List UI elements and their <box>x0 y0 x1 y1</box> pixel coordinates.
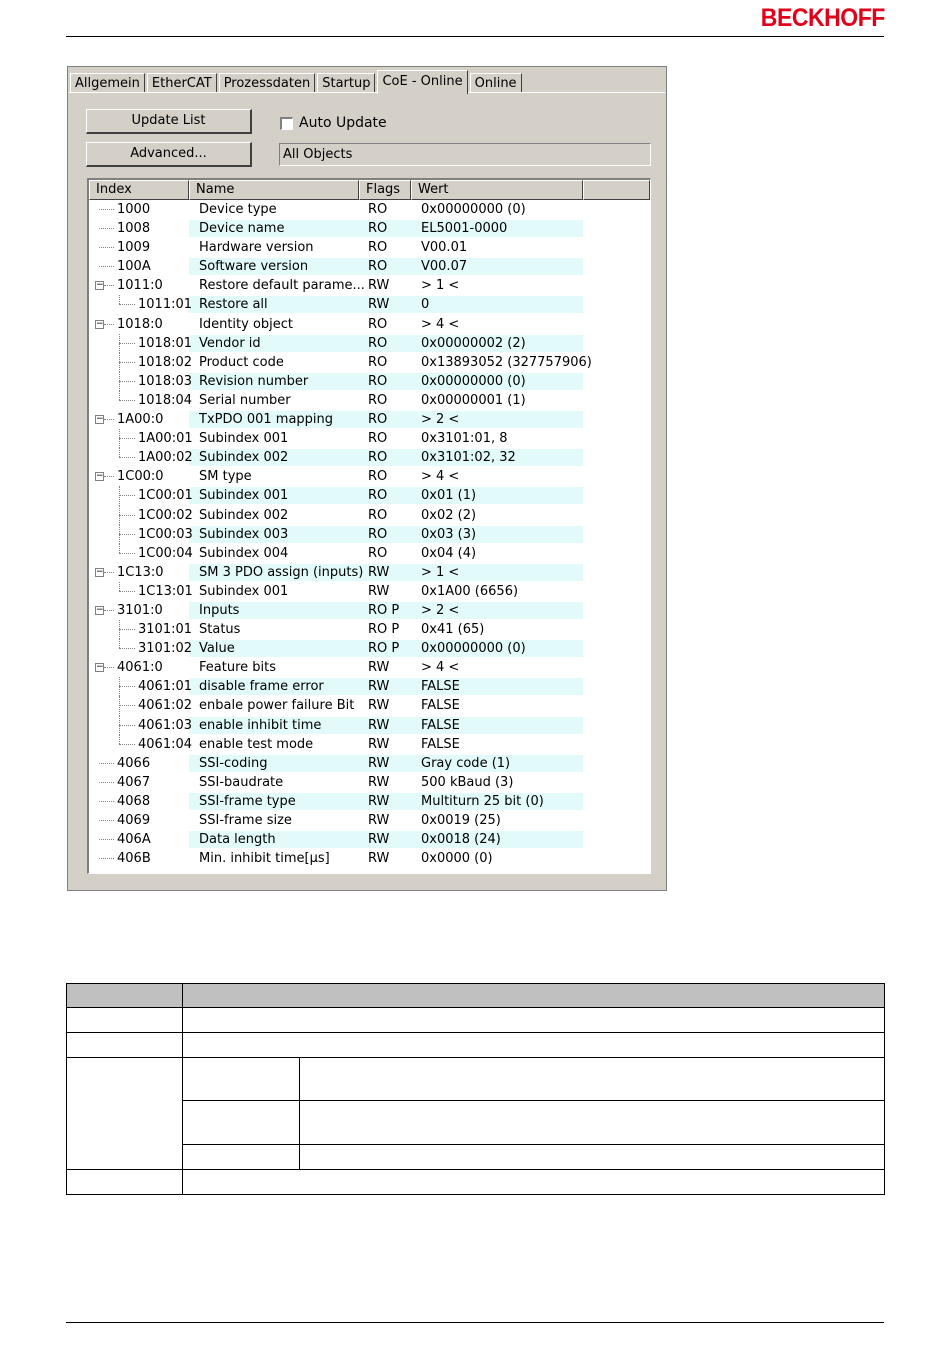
table-row[interactable] <box>89 410 650 429</box>
cell-index: 1018:03 <box>138 373 193 389</box>
table-row[interactable] <box>89 639 650 658</box>
cell-index: 1C13:01 <box>138 583 193 599</box>
cell-index: 4069 <box>117 813 151 828</box>
tree-connector <box>119 457 135 458</box>
cell-index: 1A00:0 <box>117 412 164 428</box>
cell-name: SSI-baudrate <box>199 774 284 790</box>
table-row[interactable] <box>89 849 650 868</box>
cell-flags: RO P <box>368 622 400 638</box>
cell-name: Serial number <box>199 392 291 408</box>
cell-wert: Multiturn 25 bit (0) <box>421 793 544 809</box>
tree-connector <box>119 553 135 554</box>
table-row[interactable] <box>89 582 650 601</box>
cell-wert: 0x04 (4) <box>421 545 477 561</box>
cell-index: 4061:0 <box>117 660 163 676</box>
column-header-wert[interactable]: Wert <box>411 180 583 200</box>
cell-name: Subindex 002 <box>199 507 289 523</box>
tree-connector <box>119 582 120 591</box>
cell-flags: RO <box>368 373 388 389</box>
footer-rule <box>66 1322 884 1323</box>
table-row[interactable] <box>89 448 650 467</box>
table-row[interactable] <box>89 716 650 735</box>
cell-wert: FALSE <box>421 717 460 733</box>
table-cell <box>66 1169 183 1195</box>
cell-name: Feature bits <box>199 660 276 676</box>
collapse-icon[interactable]: − <box>96 471 104 482</box>
list-header <box>89 180 650 200</box>
tree-connector <box>119 725 135 726</box>
cell-flags: RW <box>368 679 390 695</box>
table-row[interactable] <box>89 525 650 544</box>
column-header-index[interactable]: Index <box>89 180 189 200</box>
tree-connector <box>119 295 120 304</box>
tree-connector <box>119 381 135 382</box>
table-header-cell <box>182 983 885 1008</box>
brand-logo: BECKHOFF <box>760 4 885 32</box>
tab-prozessdaten[interactable]: Prozessdaten <box>219 73 316 93</box>
tree-connector <box>104 476 114 477</box>
cell-index: 100A <box>117 259 151 275</box>
tab-ethercat[interactable]: EtherCAT <box>147 73 217 93</box>
cell-name: SSI-frame size <box>199 813 292 828</box>
tree-connector <box>99 247 114 248</box>
tree-connector <box>99 820 114 821</box>
table-row[interactable] <box>89 677 650 696</box>
table-cell <box>299 1100 885 1145</box>
tree-connector <box>119 362 135 363</box>
cell-wert: 0x41 (65) <box>421 622 485 638</box>
table-cell <box>182 1057 300 1101</box>
cell-wert: > 1 < <box>421 564 460 580</box>
cell-name: Software version <box>199 259 309 275</box>
tree-connector <box>119 629 135 630</box>
column-header-name[interactable]: Name <box>189 180 359 200</box>
tree-connector <box>104 572 114 573</box>
cell-wert: V00.07 <box>421 259 468 275</box>
tree-connector <box>99 763 114 764</box>
cell-name: Identity object <box>199 316 294 332</box>
table-row[interactable] <box>89 219 650 238</box>
tree-connector <box>99 839 114 840</box>
header-rule <box>66 36 884 37</box>
cell-name: Subindex 001 <box>199 583 289 599</box>
cell-wert: Gray code (1) <box>421 755 511 771</box>
cell-index: 3101:02 <box>138 641 193 657</box>
table-row[interactable] <box>89 200 650 219</box>
table-row[interactable] <box>89 372 650 391</box>
cell-wert: FALSE <box>421 679 460 695</box>
tree-connector <box>104 324 114 325</box>
cell-index: 1018:01 <box>138 335 193 351</box>
tree-connector <box>119 591 135 592</box>
tree-connector <box>119 686 135 687</box>
cell-index: 3101:01 <box>138 622 193 638</box>
cell-wert: 0x03 (3) <box>421 526 477 542</box>
tree-connector <box>104 667 114 668</box>
cell-index: 1018:0 <box>117 316 163 332</box>
table-row[interactable] <box>89 811 650 830</box>
cell-index: 4061:04 <box>138 736 193 752</box>
tree-connector <box>119 744 135 745</box>
advanced-button[interactable]: Advanced... <box>86 142 252 167</box>
cell-flags: RW <box>368 755 390 771</box>
table-row[interactable] <box>89 334 650 353</box>
cell-wert: FALSE <box>421 698 460 714</box>
cell-wert: 0x3101:02, 32 <box>421 450 516 466</box>
tab-panel-edge <box>69 92 665 93</box>
table-row[interactable] <box>89 486 650 505</box>
cell-wert: > 1 < <box>421 278 460 294</box>
cell-index: 1018:02 <box>138 354 193 370</box>
table-row[interactable] <box>89 429 650 448</box>
cell-name: Restore default parame... <box>199 278 365 294</box>
cell-flags: RW <box>368 297 390 313</box>
tree-connector <box>119 448 120 457</box>
tab-online[interactable]: Online <box>470 73 522 93</box>
table-header-cell <box>66 983 183 1008</box>
cell-name: Subindex 001 <box>199 431 289 447</box>
table-row[interactable] <box>89 295 650 314</box>
table-row[interactable] <box>89 467 650 486</box>
cell-name: Product code <box>199 354 284 370</box>
cell-name: enbale power failure Bit <box>199 698 355 714</box>
tab-coe-online[interactable]: CoE - Online <box>377 70 467 94</box>
cell-wert: 500 kBaud (3) <box>421 774 514 790</box>
table-row[interactable] <box>89 391 650 410</box>
cell-flags: RO <box>368 450 388 466</box>
table-row[interactable] <box>89 696 650 715</box>
cell-wert: 0x0000 (0) <box>421 851 493 867</box>
cell-wert: 0x00000002 (2) <box>421 335 526 351</box>
tab-strip <box>70 69 524 93</box>
cell-flags: RO <box>368 202 388 217</box>
cell-name: SM type <box>199 469 252 485</box>
tree-connector <box>119 639 120 648</box>
cell-name: Vendor id <box>199 335 261 351</box>
cell-flags: RO <box>368 526 388 542</box>
table-row[interactable] <box>89 563 650 582</box>
tree-connector <box>119 304 135 305</box>
cell-name: Subindex 003 <box>199 526 289 542</box>
collapse-icon[interactable]: − <box>96 566 104 577</box>
cell-name: Value <box>199 641 235 657</box>
cell-name: TxPDO 001 mapping <box>199 412 334 428</box>
collapse-icon[interactable]: − <box>96 604 104 615</box>
cell-name: SSI-coding <box>199 755 268 771</box>
cell-name: Subindex 004 <box>199 545 289 561</box>
cell-flags: RO <box>368 545 388 561</box>
tree-connector <box>99 858 114 859</box>
auto-update-option[interactable] <box>280 115 387 131</box>
table-row[interactable] <box>89 601 650 620</box>
cell-name: SSI-frame type <box>199 793 296 809</box>
table-cell <box>182 1007 885 1033</box>
tree-connector <box>104 610 114 611</box>
cell-flags: RW <box>368 583 390 599</box>
cell-index: 4066 <box>117 755 151 771</box>
table-cell <box>299 1057 885 1101</box>
cell-name: Revision number <box>199 373 309 389</box>
table-row[interactable] <box>89 830 650 849</box>
cell-flags: RW <box>368 793 390 809</box>
cell-wert: V00.01 <box>421 240 468 256</box>
tree-connector <box>99 801 114 802</box>
table-row[interactable] <box>89 754 650 773</box>
cell-name: enable test mode <box>199 736 314 752</box>
update-list-button[interactable]: Update List <box>86 109 252 134</box>
cell-index: 1C00:02 <box>138 507 193 523</box>
tree-connector <box>119 544 120 553</box>
cell-wert: > 4 < <box>421 469 460 485</box>
object-list[interactable] <box>87 178 651 874</box>
tab-allgemein[interactable]: Allgemein <box>70 73 145 93</box>
auto-update-label: Auto Update <box>299 115 387 131</box>
cell-name: disable frame error <box>199 679 324 695</box>
cell-wert: 0x01 (1) <box>421 488 477 504</box>
cell-index: 1A00:02 <box>138 450 193 466</box>
cell-flags: RO P <box>368 602 400 618</box>
tree-connector <box>104 419 114 420</box>
object-filter-field[interactable]: All Objects <box>279 143 651 166</box>
tree-connector <box>119 515 135 516</box>
cell-flags: RO <box>368 240 388 256</box>
cell-index: 1C00:04 <box>138 545 193 561</box>
table-row[interactable] <box>89 238 650 257</box>
cell-wert: 0x00000001 (1) <box>421 392 526 408</box>
cell-wert: 0 <box>421 297 430 313</box>
cell-name: Min. inhibit time[µs] <box>199 851 330 867</box>
cell-name: Data length <box>199 832 276 848</box>
cell-index: 1009 <box>117 240 151 256</box>
table-row[interactable] <box>89 257 650 276</box>
cell-index: 1000 <box>117 202 151 217</box>
cell-flags: RW <box>368 717 390 733</box>
table-row[interactable] <box>89 773 650 792</box>
collapse-icon[interactable]: − <box>96 414 104 425</box>
cell-name: Restore all <box>199 297 268 313</box>
cell-flags: RO <box>368 316 388 332</box>
cell-index: 4061:02 <box>138 698 193 714</box>
tree-connector <box>119 648 135 649</box>
cell-wert: > 4 < <box>421 316 460 332</box>
cell-name: Device type <box>199 202 277 217</box>
coe-online-dialog <box>67 66 667 891</box>
cell-wert: 0x13893052 (327757906) <box>421 354 592 370</box>
cell-index: 1C00:0 <box>117 469 164 485</box>
cell-flags: RO <box>368 507 388 523</box>
tree-connector <box>119 343 135 344</box>
table-cell <box>182 1169 885 1195</box>
cell-name: Inputs <box>199 602 240 618</box>
tree-connector <box>119 438 135 439</box>
cell-flags: RO <box>368 431 388 447</box>
tree-connector <box>119 400 135 401</box>
cell-flags: RW <box>368 660 390 676</box>
list-body <box>89 200 650 868</box>
cell-wert: FALSE <box>421 736 460 752</box>
table-cell <box>66 1007 183 1033</box>
tab-startup[interactable]: Startup <box>317 73 375 93</box>
cell-index: 406A <box>117 832 151 848</box>
tree-connector <box>99 782 114 783</box>
cell-name: Subindex 002 <box>199 450 289 466</box>
cell-flags: RW <box>368 813 390 828</box>
cell-index: 4061:03 <box>138 717 193 733</box>
cell-wert: 0x00000000 (0) <box>421 202 526 217</box>
table-row[interactable] <box>89 544 650 563</box>
cell-name: Status <box>199 622 241 638</box>
cell-name: Hardware version <box>199 240 314 256</box>
cell-index: 1011:0 <box>117 278 163 294</box>
cell-flags: RW <box>368 278 390 294</box>
cell-wert: 0x1A00 (6656) <box>421 583 519 599</box>
cell-index: 1C13:0 <box>117 564 164 580</box>
collapse-icon[interactable]: − <box>96 662 104 673</box>
tree-connector <box>99 266 114 267</box>
tree-connector <box>119 391 120 400</box>
cell-flags: RW <box>368 564 390 580</box>
table-row[interactable] <box>89 735 650 754</box>
cell-wert: 0x0018 (24) <box>421 832 501 848</box>
cell-wert: EL5001-0000 <box>421 221 508 237</box>
table-row[interactable] <box>89 506 650 525</box>
cell-wert: > 2 < <box>421 412 460 428</box>
table-row[interactable] <box>89 315 650 334</box>
cell-flags: RO <box>368 354 388 370</box>
cell-index: 4068 <box>117 793 151 809</box>
cell-name: enable inhibit time <box>199 717 322 733</box>
cell-flags: RO <box>368 335 388 351</box>
cell-wert: 0x02 (2) <box>421 507 477 523</box>
column-header-empty <box>583 180 650 200</box>
cell-flags: RW <box>368 832 390 848</box>
cell-flags: RO <box>368 488 388 504</box>
cell-flags: RW <box>368 774 390 790</box>
table-row[interactable] <box>89 353 650 372</box>
collapse-icon[interactable]: − <box>96 318 104 329</box>
table-cell <box>182 1100 300 1145</box>
cell-wert: 0x00000000 (0) <box>421 373 526 389</box>
cell-index: 1A00:01 <box>138 431 193 447</box>
collapse-icon[interactable]: − <box>96 280 104 291</box>
cell-name: Device name <box>199 221 285 237</box>
cell-index: 406B <box>117 851 151 867</box>
table-cell <box>299 1144 885 1170</box>
cell-wert: 0x00000000 (0) <box>421 641 526 657</box>
tree-connector <box>119 735 120 744</box>
tree-connector <box>104 285 114 286</box>
auto-update-checkbox[interactable] <box>280 117 293 130</box>
cell-index: 1011:01 <box>138 297 193 313</box>
table-cell <box>66 1032 183 1058</box>
tree-connector <box>99 209 114 210</box>
cell-flags: RO P <box>368 641 400 657</box>
tree-connector <box>119 534 135 535</box>
column-header-flags[interactable]: Flags <box>359 180 411 200</box>
tree-connector <box>119 495 135 496</box>
table-cell <box>182 1144 300 1170</box>
cell-index: 1008 <box>117 221 151 237</box>
cell-index: 4061:01 <box>138 679 193 695</box>
cell-index: 1018:04 <box>138 392 193 408</box>
cell-index: 1C00:01 <box>138 488 193 504</box>
cell-flags: RW <box>368 851 390 867</box>
table-row[interactable] <box>89 276 650 295</box>
table-row[interactable] <box>89 792 650 811</box>
cell-flags: RW <box>368 736 390 752</box>
table-cell <box>66 1057 183 1170</box>
cell-flags: RO <box>368 469 388 485</box>
table-row[interactable] <box>89 658 650 677</box>
table-row[interactable] <box>89 620 650 639</box>
table-cell <box>182 1032 885 1058</box>
cell-flags: RO <box>368 259 388 275</box>
cell-flags: RO <box>368 412 388 428</box>
cell-index: 3101:0 <box>117 602 163 618</box>
cell-wert: 0x0019 (25) <box>421 813 501 828</box>
tree-connector <box>99 228 114 229</box>
cell-wert: > 4 < <box>421 660 460 676</box>
cell-wert: 0x3101:01, 8 <box>421 431 508 447</box>
cell-flags: RO <box>368 392 388 408</box>
tree-connector <box>119 705 135 706</box>
cell-name: Subindex 001 <box>199 488 289 504</box>
cell-index: 4067 <box>117 774 151 790</box>
cell-wert: > 2 < <box>421 602 460 618</box>
cell-name: SM 3 PDO assign (inputs) <box>199 564 364 580</box>
cell-index: 1C00:03 <box>138 526 193 542</box>
cell-flags: RW <box>368 698 390 714</box>
cell-flags: RO <box>368 221 388 237</box>
